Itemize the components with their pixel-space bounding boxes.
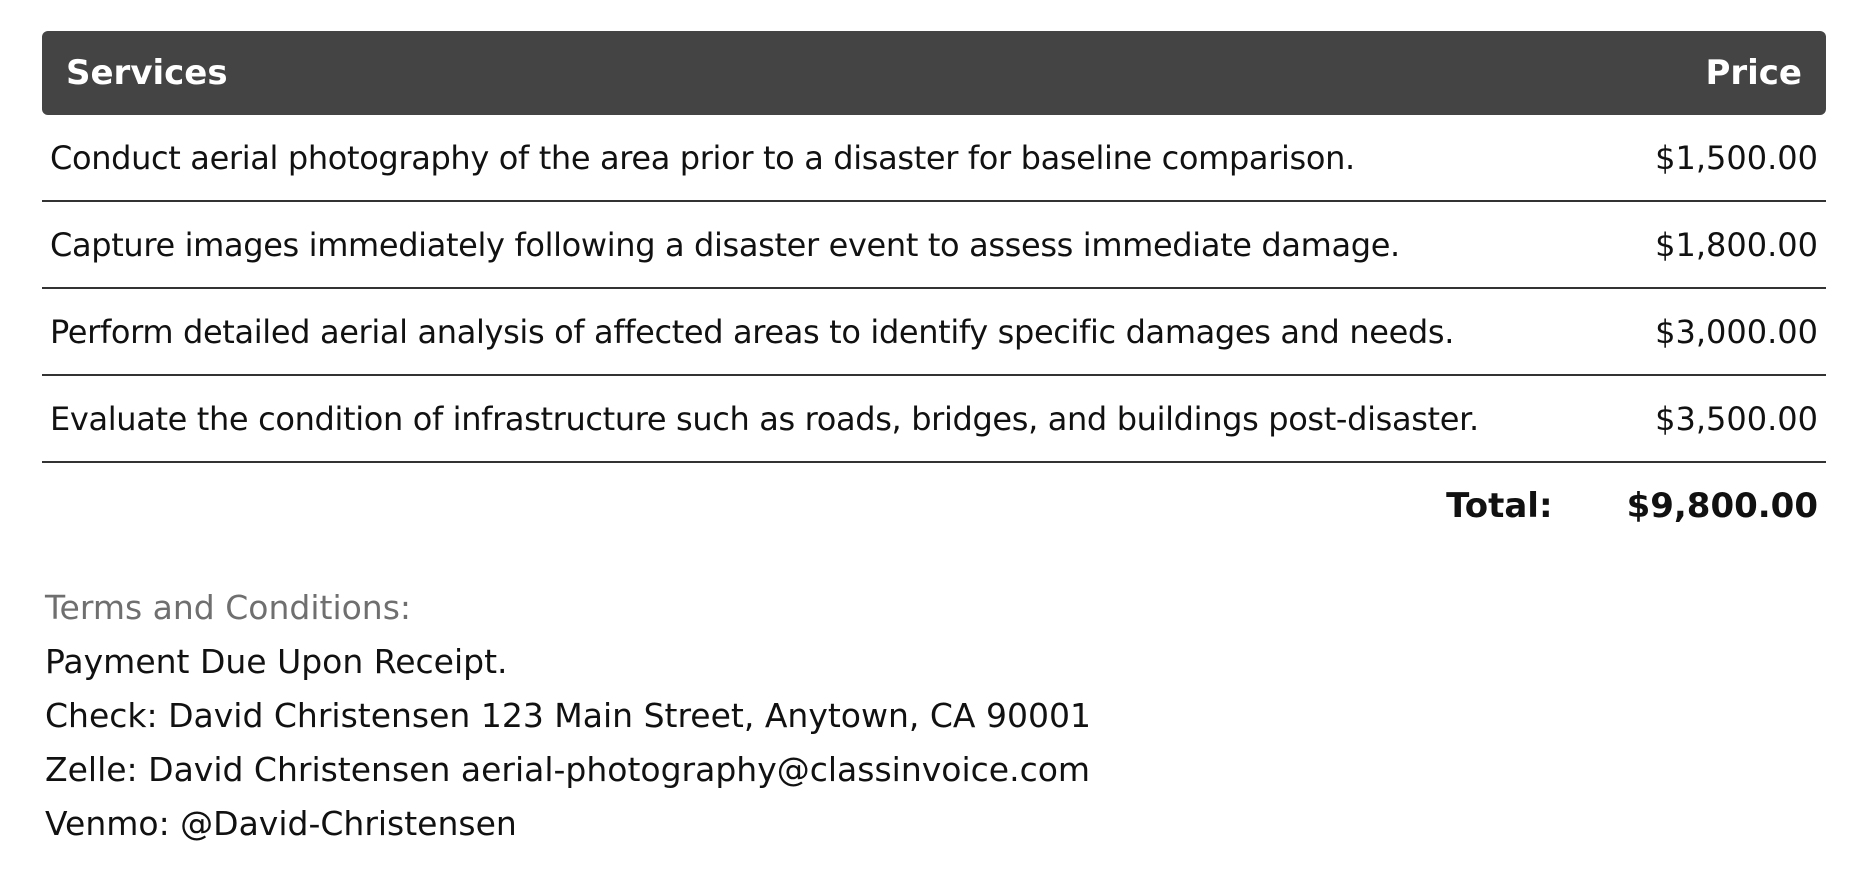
terms-and-conditions xyxy=(45,580,1445,851)
terms-heading: Terms and Conditions: xyxy=(45,588,412,627)
services-table xyxy=(42,31,1826,549)
terms-line-payment: Payment Due Upon Receipt. xyxy=(45,642,508,681)
total-value: $9,800.00 xyxy=(1626,486,1818,526)
terms-line-check: Check: David Christensen 123 Main Street, Anytown, CA 90001 xyxy=(45,696,1091,735)
table-header xyxy=(42,31,1826,115)
services-column-header: Services xyxy=(66,53,228,93)
price-column-header: Price xyxy=(1705,53,1802,93)
table-row xyxy=(42,289,1826,376)
table-row xyxy=(42,376,1826,463)
table-row xyxy=(42,202,1826,289)
service-description: Capture images immediately following a disaster event to assess immediate damage. xyxy=(50,225,1400,264)
service-price: $3,000.00 xyxy=(1655,312,1818,351)
table-row xyxy=(42,115,1826,202)
service-description: Conduct aerial photography of the area prior to a disaster for baseline comparison. xyxy=(50,138,1355,177)
service-price: $1,800.00 xyxy=(1655,225,1818,264)
terms-line-zelle: Zelle: David Christensen aerial-photography@classinvoice.com xyxy=(45,750,1091,789)
service-description: Perform detailed aerial analysis of affected areas to identify specific damages and needs. xyxy=(50,312,1455,351)
total-label: Total: xyxy=(1446,486,1553,526)
terms-line-venmo: Venmo: @David-Christensen xyxy=(45,804,517,843)
service-price: $1,500.00 xyxy=(1655,138,1818,177)
service-price: $3,500.00 xyxy=(1655,399,1818,438)
total-row xyxy=(42,463,1826,549)
service-description: Evaluate the condition of infrastructure such as roads, bridges, and buildings post-disaster. xyxy=(50,399,1479,438)
